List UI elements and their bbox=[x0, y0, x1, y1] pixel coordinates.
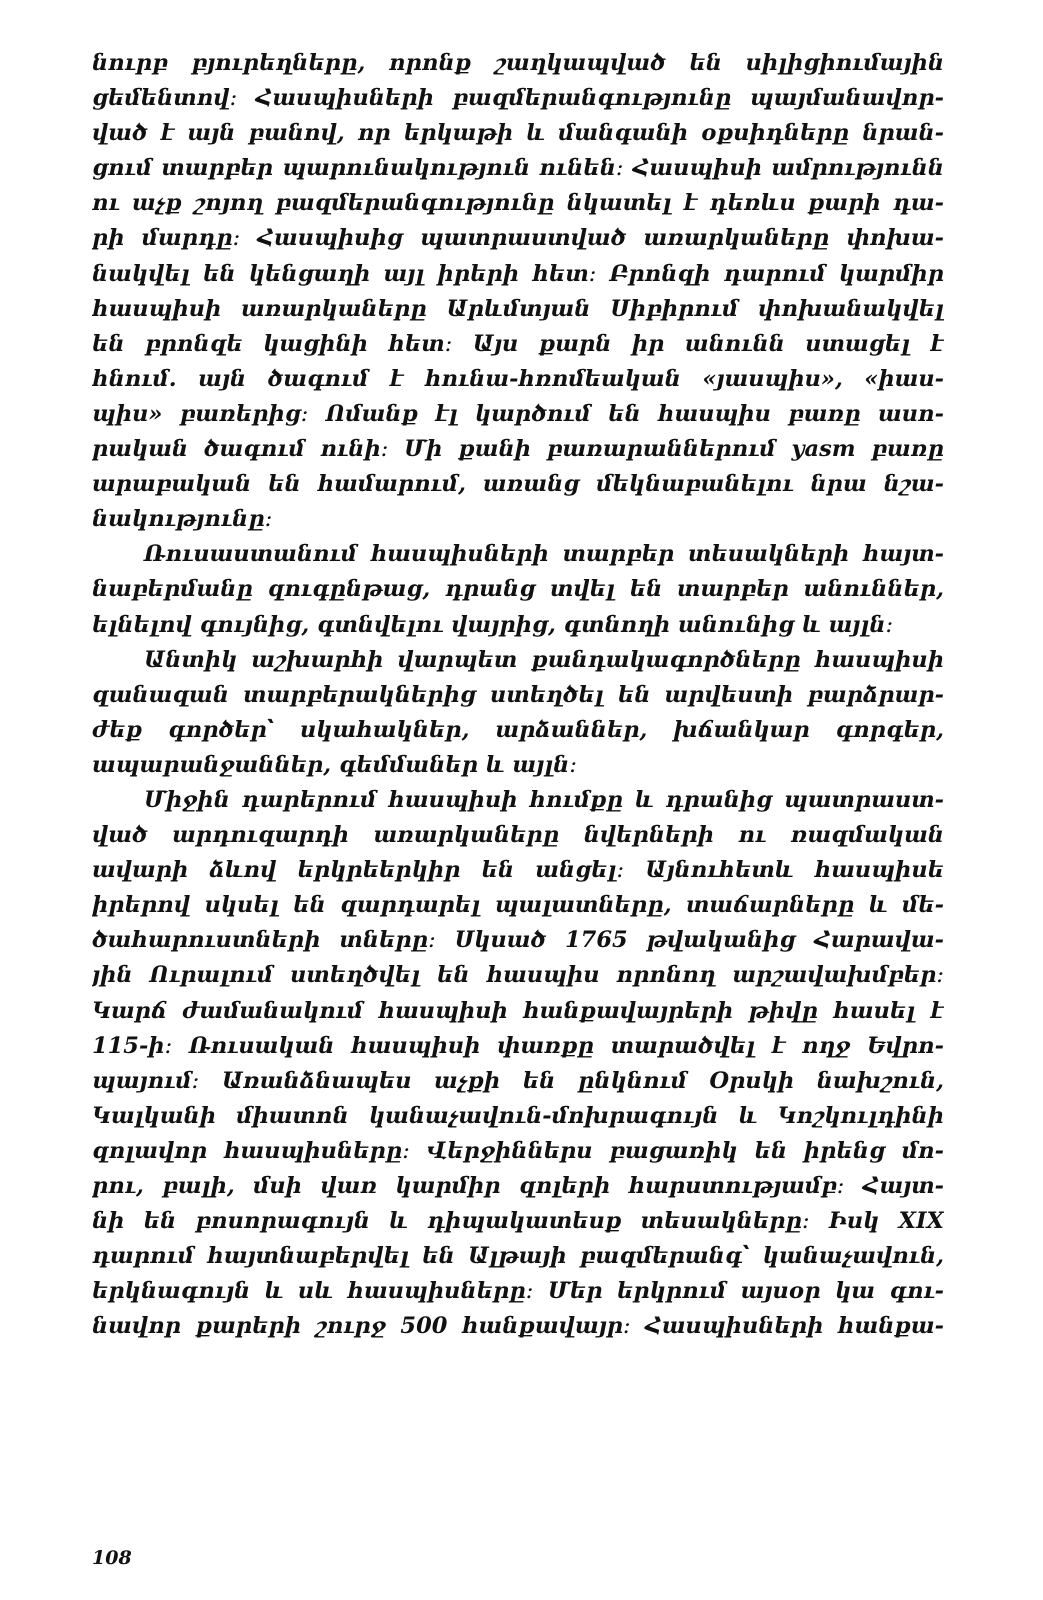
text-line: րի մարդը։ Հասպիսից պատրաստված առարկաները փոխա- bbox=[92, 225, 944, 252]
text-line: րական ծագում ունի։ Մի քանի բառարաններում yasm բառը bbox=[92, 436, 944, 463]
text-line: 115-ի։ Ռուսական հասպիսի փառքը տարածվել է ողջ Եվրո- bbox=[92, 1032, 944, 1059]
text-line: երկնագույն և սև հասպիսները։ Մեր երկրում այսօր կա գու- bbox=[92, 1278, 944, 1305]
text-line: ելնելով գույնից, գտնվելու վայրից, գտնողի անունից և այլն։ bbox=[92, 611, 894, 638]
text-line: դարում հայտնաբերվել են Ալթայի բազմերանգ՝ կանաչավուն, bbox=[92, 1243, 944, 1270]
text-line: Կալկանի միատոն կանաչավուն-մոխրագույն և Կոշկուլդինի bbox=[92, 1102, 944, 1129]
text-line: նի են բոսորագույն և դիպակատեսք տեսակները։ Իսկ XIX bbox=[92, 1208, 944, 1235]
text-line: հնում. այն ծագում է հունա-հռոմեական «յասպիս», «իաս- bbox=[92, 365, 944, 392]
text-line: պիս» բառերից։ Ոմանք էլ կարծում են հասպիս բառը ասո- bbox=[92, 400, 944, 427]
text-line: նաբերմանը զուգընթաց, դրանց տվել են տարբեր անուններ, bbox=[92, 576, 944, 603]
text-line: Ռուսաստանում հասպիսների տարբեր տեսակների հայտ- bbox=[144, 541, 944, 568]
text-line: ծահարուստների տները։ Սկսած 1765 թվականից Հարավա- bbox=[92, 927, 944, 954]
text-line: նուրբ բյուրեղները, որոնք շաղկապված են սիլիցիումային bbox=[92, 50, 944, 76]
text-line: արաբական են համարում, առանց մեկնաբանելու նրա նշա- bbox=[92, 471, 944, 498]
text-line: Կարճ ժամանակում հասպիսի հանքավայրերի թիվը հասել է bbox=[92, 997, 944, 1024]
text-line: ցում տարբեր պարունակություն ունեն։ Հասպիսի ամրությունն bbox=[92, 155, 944, 182]
text-line: ժեք գործեր՝ սկահակներ, արձաններ, խճանկար գորգեր, bbox=[92, 716, 944, 743]
text-line: ապարանջաններ, գեմմաներ և այլն։ bbox=[92, 751, 577, 778]
text-line: ված է այն բանով, որ երկաթի և մանգանի օքսիդները նրան- bbox=[92, 120, 944, 147]
text-line: րու, բալի, մսի վառ կարմիր զոլերի հարստությամբ։ Հայտ- bbox=[92, 1173, 944, 1199]
text-line: ու աչք շոյող բազմերանգությունը նկատել է դեռևս քարի դա- bbox=[92, 190, 944, 217]
text-line: ավարի ձևով երկրեերկիր են անցել։ Այնուհետև հասպիսե bbox=[92, 857, 944, 884]
text-line: հասպիսի առարկաները Արևմտյան Սիբիրում փոխանակվել bbox=[92, 295, 944, 322]
text-line: պայում։ Առանձնապես աչքի են ընկնում Օրսկի նախշուն, bbox=[92, 1067, 944, 1094]
text-line: զոլավոր հասպիսները։ Վերջիններս բացառիկ են իրենց մո- bbox=[92, 1137, 944, 1164]
text-line: են բրոնզե կացինի հետ։ Այս քարն իր անունն ստացել է bbox=[92, 330, 944, 357]
text-line: ված արդուզարդի առարկաները նվերների ու ռազմական bbox=[92, 822, 944, 849]
text-line: նակությունը։ bbox=[92, 506, 273, 533]
text-line: յին Ուրալում ստեղծվել են հասպիս որոնող արշավախմբեր։ bbox=[92, 962, 944, 989]
text-line: Անտիկ աշխարհի վարպետ քանդակագործները հասպիսի bbox=[144, 646, 944, 673]
text-line: զանազան տարբերակներից ստեղծել են արվեստի բարձրար- bbox=[92, 681, 944, 708]
text-line: նակվել են կենցաղի այլ իրերի հետ։ Բրոնզի դարում կարմիր bbox=[92, 260, 944, 287]
text-line: նավոր քարերի շուրջ 500 հանքավայր։ Հասպիսների հանքա- bbox=[92, 1313, 944, 1340]
text-line: Միջին դարերում հասպիսի հումքը և դրանից պատրաստ- bbox=[144, 786, 944, 813]
text-line: իրերով սկսել են զարդարել պալատները, տաճարները և մե- bbox=[92, 892, 944, 919]
text-line: ցեմենտով։ Հասպիսների բազմերանգությունը պայմանավոր- bbox=[92, 85, 944, 112]
page-number: 108 bbox=[92, 1547, 132, 1569]
body-text bbox=[92, 46, 944, 1344]
